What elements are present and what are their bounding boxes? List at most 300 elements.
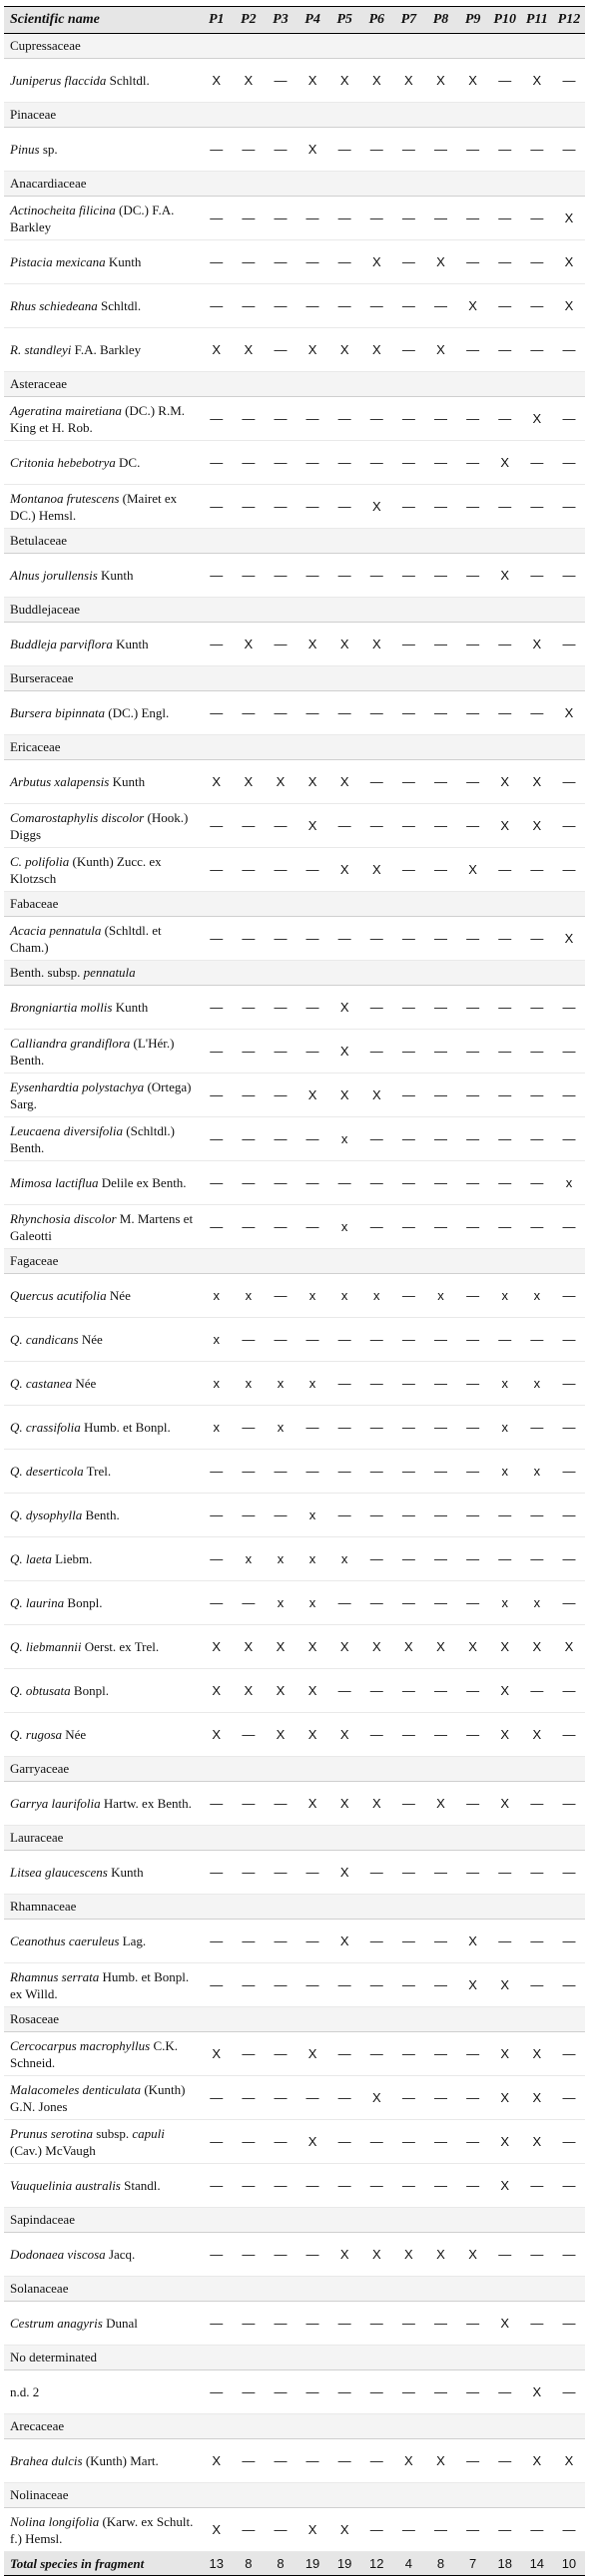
presence-cell: — [360,1117,392,1161]
presence-cell: — [457,2164,489,2208]
presence-cell: — [265,441,296,485]
presence-cell: X [360,2233,392,2277]
presence-cell: X [360,240,392,284]
presence-cell: — [201,2164,233,2208]
species-authority: Trel. [83,1464,112,1479]
presence-cell: x [328,1537,360,1581]
presence-cell: — [424,284,456,328]
header-plot-p7: P7 [392,7,424,34]
species-authority: Kunth [109,774,146,789]
species-authority: (Cav.) McVaugh [10,2142,96,2158]
family-name [4,735,585,760]
presence-cell: — [265,623,296,666]
presence-cell: — [233,1581,265,1625]
presence-cell: x [489,1406,521,1450]
presence-cell: x [233,1274,265,1318]
family-row [4,1895,585,1920]
presence-cell: X [489,1963,521,2007]
presence-cell: — [553,1073,585,1117]
species-row [4,1030,585,1073]
presence-cell: x [296,1537,328,1581]
presence-cell: X [296,1669,328,1713]
family-row [4,892,585,917]
presence-cell: — [201,1030,233,1073]
presence-cell: — [424,2076,456,2120]
presence-cell: — [521,284,553,328]
presence-cell: X [328,2508,360,2552]
presence-cell: — [265,1450,296,1494]
presence-cell: x [296,1494,328,1537]
presence-cell: — [553,1920,585,1963]
header-scientific-name: Scientific name [4,7,201,34]
presence-cell: — [489,1161,521,1205]
presence-cell: — [392,1117,424,1161]
presence-cell: — [424,1073,456,1117]
species-authority: (Karw. ex Schult. f.) Hemsl. [10,2513,194,2546]
presence-cell: — [265,986,296,1030]
presence-cell: — [553,1963,585,2007]
presence-cell: — [201,691,233,735]
presence-cell: — [489,986,521,1030]
presence-cell: — [553,2370,585,2414]
presence-cell: — [360,2120,392,2164]
family-name [4,1757,585,1782]
presence-cell: — [553,760,585,804]
presence-cell: — [265,2508,296,2552]
presence-cell: — [201,485,233,529]
presence-cell: — [457,2302,489,2346]
presence-cell: X [265,1669,296,1713]
presence-cell: X [233,1669,265,1713]
presence-cell: — [392,1030,424,1073]
presence-cell: — [201,1851,233,1895]
species-row [4,2076,585,2120]
presence-cell: — [233,848,265,892]
presence-cell: — [233,1782,265,1826]
presence-cell: — [424,1117,456,1161]
presence-cell: — [489,1030,521,1073]
presence-cell: X [233,1625,265,1669]
species-epithet: Cercocarpus macrophyllus [10,2037,151,2053]
presence-cell: — [424,197,456,240]
presence-cell: — [457,1161,489,1205]
presence-cell: — [521,1669,553,1713]
species-authority: (Ortega) Sarg. [10,1078,192,1111]
presence-cell: — [328,1450,360,1494]
presence-cell: X [296,760,328,804]
presence-cell: — [201,197,233,240]
presence-cell: — [424,2508,456,2552]
presence-cell: — [489,2233,521,2277]
presence-cell: — [489,128,521,172]
presence-cell: X [265,1713,296,1757]
species-row [4,1963,585,2007]
presence-cell: — [233,284,265,328]
family-name [4,529,585,554]
presence-cell: x [489,1581,521,1625]
species-name [4,485,201,529]
presence-cell: x [489,1450,521,1494]
presence-cell: — [201,2076,233,2120]
presence-cell: X [457,2233,489,2277]
species-row [4,691,585,735]
presence-cell: — [424,1581,456,1625]
presence-cell: — [328,2302,360,2346]
species-authority: (Schltdl.) Benth. [10,1122,176,1155]
presence-cell: x [201,1362,233,1406]
presence-cell: — [521,1030,553,1073]
family-name [4,2346,585,2370]
presence-cell: — [553,397,585,441]
presence-cell: — [233,1073,265,1117]
presence-cell: — [360,2439,392,2483]
family-name [4,372,585,397]
presence-cell: — [489,328,521,372]
species-name [4,328,201,372]
presence-cell: X [328,986,360,1030]
presence-cell: — [233,1851,265,1895]
presence-cell: — [424,1920,456,1963]
presence-cell: — [296,1450,328,1494]
family-row [4,103,585,128]
family-label: Buddlejaceae [10,602,81,617]
presence-cell: X [457,284,489,328]
presence-cell: — [457,1205,489,1249]
presence-cell: — [392,1537,424,1581]
species-name [4,441,201,485]
species-authority: Bonpl. [70,1683,109,1698]
presence-cell: — [424,485,456,529]
presence-cell: — [360,441,392,485]
species-epithet: Vauquelinia australis [10,2178,121,2193]
presence-cell: — [296,986,328,1030]
presence-cell: — [296,691,328,735]
presence-cell: — [489,1494,521,1537]
presence-cell: x [201,1318,233,1362]
presence-cell: — [457,1030,489,1073]
species-authority: Jacq. [105,2247,136,2262]
presence-cell: X [392,59,424,103]
presence-cell: x [489,1362,521,1406]
species-name [4,1625,201,1669]
presence-cell: — [553,804,585,848]
presence-cell: x [201,1406,233,1450]
species-authority: M. Martens et Galeotti [10,1210,194,1243]
presence-cell: — [296,848,328,892]
presence-cell: X [553,197,585,240]
family-name [4,2007,585,2032]
presence-cell: X [553,1625,585,1669]
presence-cell: x [296,1581,328,1625]
presence-cell: x [233,1537,265,1581]
species-epithet: Cestrum anagyris [10,2316,103,2331]
species-presence-table [4,6,585,2576]
presence-cell: — [553,1274,585,1318]
family-row [4,172,585,197]
species-row [4,1406,585,1450]
species-name [4,848,201,892]
presence-cell: X [392,2439,424,2483]
presence-cell: — [521,1406,553,1450]
presence-cell: — [424,1362,456,1406]
species-epithet: Q. rugosa [10,1727,63,1742]
species-row [4,485,585,529]
presence-cell: — [392,1494,424,1537]
presence-cell: — [265,2302,296,2346]
presence-cell: — [489,1117,521,1161]
species-authority: (Hook.) Diggs [10,809,189,842]
species-epithet: Q. laurina [10,1595,65,1610]
family-name [4,2277,585,2302]
species-name [4,197,201,240]
presence-cell: — [265,284,296,328]
species-row [4,1669,585,1713]
presence-cell: — [521,848,553,892]
presence-cell: — [328,1161,360,1205]
presence-cell: — [457,328,489,372]
presence-cell: — [521,1782,553,1826]
presence-cell: — [328,2164,360,2208]
family-label: Cupressaceae [10,38,81,53]
presence-cell: — [265,1030,296,1073]
header-plot-p11: P11 [521,7,553,34]
presence-cell: — [233,240,265,284]
presence-cell: X [265,1625,296,1669]
species-epithet: Montanoa frutescens [10,490,120,506]
family-label: No determinated [10,2350,97,2364]
family-name [4,961,585,986]
presence-cell: — [457,1581,489,1625]
presence-cell: — [328,2120,360,2164]
presence-cell: X [328,328,360,372]
species-epithet: Brongniartia mollis [10,1000,113,1015]
species-epithet: Rhynchosia discolor [10,1210,117,1226]
presence-cell: — [457,2508,489,2552]
species-row [4,1073,585,1117]
presence-cell: x [521,1450,553,1494]
presence-cell: X [521,1713,553,1757]
presence-cell: — [360,760,392,804]
header-plot-p6: P6 [360,7,392,34]
family-row [4,2414,585,2439]
presence-cell: — [201,1920,233,1963]
presence-cell: x [424,1274,456,1318]
species-authority: (Schltdl. et Cham.) [10,922,162,955]
presence-cell: X [553,284,585,328]
presence-cell: — [265,1161,296,1205]
presence-cell: — [233,1030,265,1073]
header-plot-p1: P1 [201,7,233,34]
species-row [4,1117,585,1161]
presence-cell: — [457,804,489,848]
presence-cell: — [392,986,424,1030]
family-label: Burseraceae [10,670,74,685]
species-authority: DC. [115,455,141,470]
presence-cell: — [265,2233,296,2277]
presence-cell: — [521,197,553,240]
presence-cell: — [360,2164,392,2208]
presence-cell: — [424,760,456,804]
presence-cell: — [392,1362,424,1406]
presence-cell: — [360,1713,392,1757]
presence-cell: X [296,1625,328,1669]
presence-cell: X [360,1782,392,1826]
species-name [4,2120,201,2164]
presence-cell: — [201,1117,233,1161]
presence-cell: — [553,1450,585,1494]
total-cell: 12 [360,2552,392,2576]
presence-cell: X [489,554,521,598]
presence-cell: X [296,328,328,372]
family-label: Asteraceae [10,376,68,391]
family-label: Fagaceae [10,1253,59,1268]
species-authority: Lag. [119,1933,147,1948]
presence-cell: — [457,2120,489,2164]
species-authority: Née [78,1332,103,1347]
presence-cell: — [553,1117,585,1161]
presence-cell: — [489,691,521,735]
presence-cell: — [360,554,392,598]
header-plot-p5: P5 [328,7,360,34]
presence-cell: — [457,1669,489,1713]
presence-cell: — [553,59,585,103]
species-name [4,128,201,172]
species-row [4,1362,585,1406]
family-row [4,1757,585,1782]
presence-cell: — [424,1205,456,1249]
species-name [4,1581,201,1625]
presence-cell: — [457,240,489,284]
presence-cell: X [424,1782,456,1826]
presence-cell: — [233,2120,265,2164]
presence-cell: x [521,1274,553,1318]
presence-cell: — [553,2076,585,2120]
family-name [4,34,585,59]
family-name [4,1826,585,1851]
header-plot-p2: P2 [233,7,265,34]
presence-cell: — [296,485,328,529]
species-name [4,1030,201,1073]
family-name [4,2483,585,2508]
presence-cell: — [265,691,296,735]
presence-cell: — [457,1318,489,1362]
presence-cell: — [553,1406,585,1450]
species-epithet: Dodonaea viscosa [10,2247,106,2262]
presence-cell: — [201,1494,233,1537]
presence-cell: — [392,397,424,441]
family-row [4,2208,585,2233]
presence-cell: — [233,1920,265,1963]
presence-cell: — [521,240,553,284]
species-row [4,1920,585,1963]
presence-cell: — [392,2120,424,2164]
presence-cell: — [424,1318,456,1362]
species-epithet: Arbutus xalapensis [10,774,110,789]
presence-cell: — [265,2120,296,2164]
presence-cell: — [328,1406,360,1450]
family-label: Arecaceae [10,2418,65,2433]
presence-cell: — [489,284,521,328]
presence-cell: — [392,2164,424,2208]
presence-cell: — [424,1713,456,1757]
presence-cell: X [489,1782,521,1826]
presence-cell: — [201,1963,233,2007]
presence-cell: — [489,1920,521,1963]
family-row [4,2277,585,2302]
presence-cell: — [424,2302,456,2346]
presence-cell: — [328,691,360,735]
presence-cell: — [233,2233,265,2277]
presence-cell: — [489,2370,521,2414]
presence-cell: X [360,1625,392,1669]
presence-cell: — [521,2508,553,2552]
presence-cell: — [201,397,233,441]
presence-cell: — [553,1851,585,1895]
presence-cell: — [457,554,489,598]
total-cell: 4 [392,2552,424,2576]
presence-cell: X [553,240,585,284]
presence-cell: — [265,1073,296,1117]
presence-cell: — [265,1920,296,1963]
presence-cell: X [521,2076,553,2120]
presence-cell: — [265,554,296,598]
species-epithet: Actinocheita filicina [10,202,116,217]
presence-cell: — [201,240,233,284]
presence-cell: X [360,328,392,372]
presence-cell: — [457,1537,489,1581]
presence-cell: — [201,284,233,328]
species-epithet: Nolina longifolia [10,2513,100,2529]
family-label: Solanaceae [10,2281,69,2296]
presence-cell: — [265,2076,296,2120]
presence-cell: X [424,2233,456,2277]
presence-cell: — [360,1494,392,1537]
species-epithet: Mimosa lactiflua [10,1175,99,1190]
family-name [4,2414,585,2439]
presence-cell: — [296,1963,328,2007]
presence-cell: X [489,1669,521,1713]
species-row [4,240,585,284]
presence-cell: — [392,240,424,284]
species-row [4,917,585,961]
presence-cell: X [328,760,360,804]
presence-cell: X [489,441,521,485]
presence-cell: — [553,2508,585,2552]
presence-cell: X [233,623,265,666]
presence-cell: — [489,623,521,666]
species-row [4,2120,585,2164]
presence-cell: X [489,804,521,848]
presence-cell: — [553,1494,585,1537]
presence-cell: — [296,1851,328,1895]
presence-cell: X [296,2120,328,2164]
presence-cell: X [489,760,521,804]
presence-cell: X [424,328,456,372]
species-name [4,1161,201,1205]
presence-cell: x [360,1274,392,1318]
family-label: Anacardiaceae [10,176,87,191]
family-label-italic: pennatula [83,965,136,980]
species-authority: F.A. Barkley [71,342,142,357]
presence-cell: — [328,441,360,485]
species-row [4,1537,585,1581]
presence-cell: — [521,2302,553,2346]
presence-cell: — [328,554,360,598]
presence-cell: x [233,1362,265,1406]
presence-cell: — [201,2120,233,2164]
family-row [4,2346,585,2370]
presence-cell: — [489,240,521,284]
